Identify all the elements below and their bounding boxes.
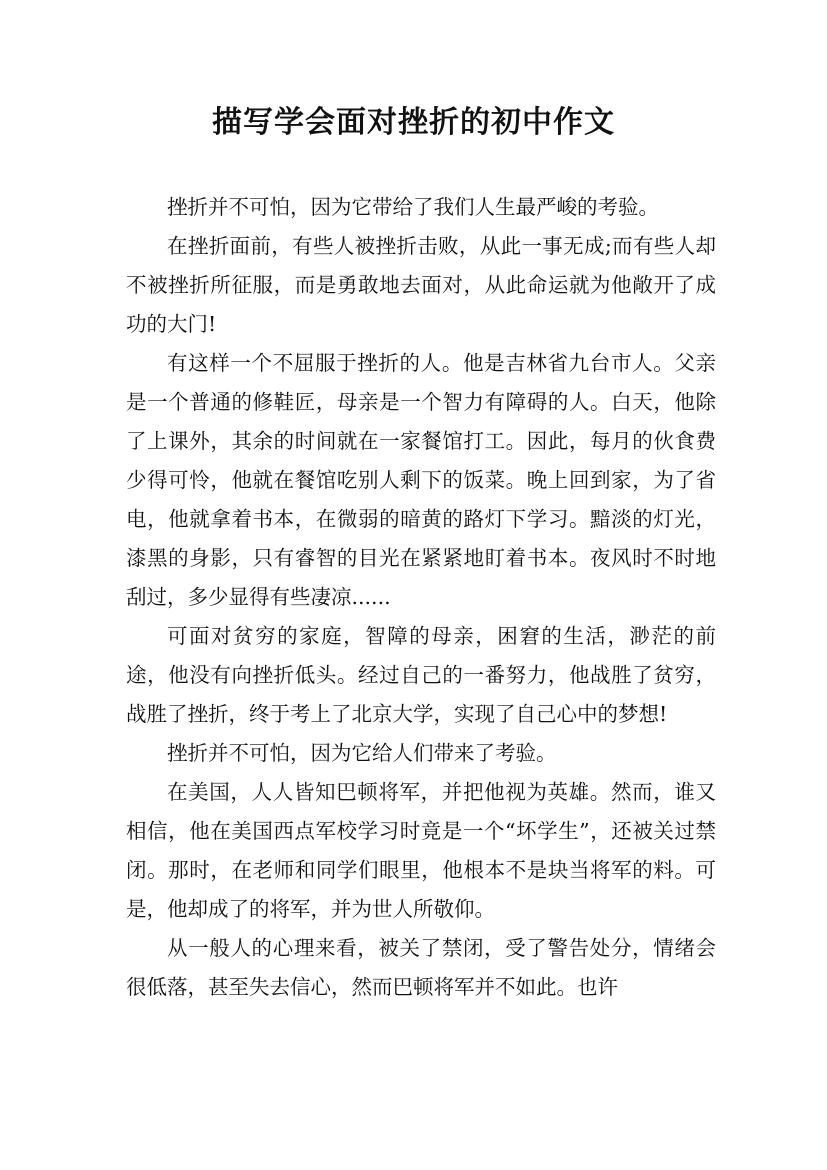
paragraph: 从一般人的心理来看，被关了禁闭，受了警告处分，情绪会很低落，甚至失去信心，然而巴顿将军并不如此。也许	[126, 936, 716, 999]
paragraph: 可面对贫穷的家庭，智障的母亲，困窘的生活，渺茫的前途，他没有向挫折低头。经过自己的一番努力，他战胜了贫穷，战胜了挫折，终于考上了北京大学，实现了自己心中的梦想!	[126, 624, 716, 726]
paragraph: 在美国，人人皆知巴顿将军，并把他视为英雄。然而，谁又相信，他在美国西点军校学习时竟是一个“坏学生”，还被关过禁闭。那时，在老师和同学们眼里，他根本不是块当将军的料。可是，他却成了的将军，并为世人所敬仰。	[126, 780, 716, 921]
document-title: 描写学会面对挫折的初中作文	[212, 105, 615, 140]
paragraph: 挫折并不可怕，因为它给人们带来了考验。	[167, 741, 557, 765]
paragraph: 在挫折面前，有些人被挫折击败，从此一事无成;而有些人却不被挫折所征服，而是勇敢地去面对，从此命运就为他敞开了成功的大门!	[126, 234, 716, 336]
document-body	[126, 188, 716, 1007]
paragraph: 有这样一个不屈服于挫折的人。他是吉林省九台市人。父亲是一个普通的修鞋匠，母亲是一个智力有障碍的人。白天，他除了上课外，其余的时间就在一家餐馆打工。因此，每月的伙食费少得可怜，他就在餐馆吃别人剩下的饭菜。晚上回到家，为了省电，他就拿着书本，在微弱的暗黄的路灯下学习。黯淡的灯光，漆黑的身影，只有睿智的目光在紧紧地盯着书本。夜风时不时地刮过，多少显得有些凄凉......	[126, 351, 716, 609]
paragraph: 挫折并不可怕，因为它带给了我们人生最严峻的考验。	[167, 195, 659, 219]
